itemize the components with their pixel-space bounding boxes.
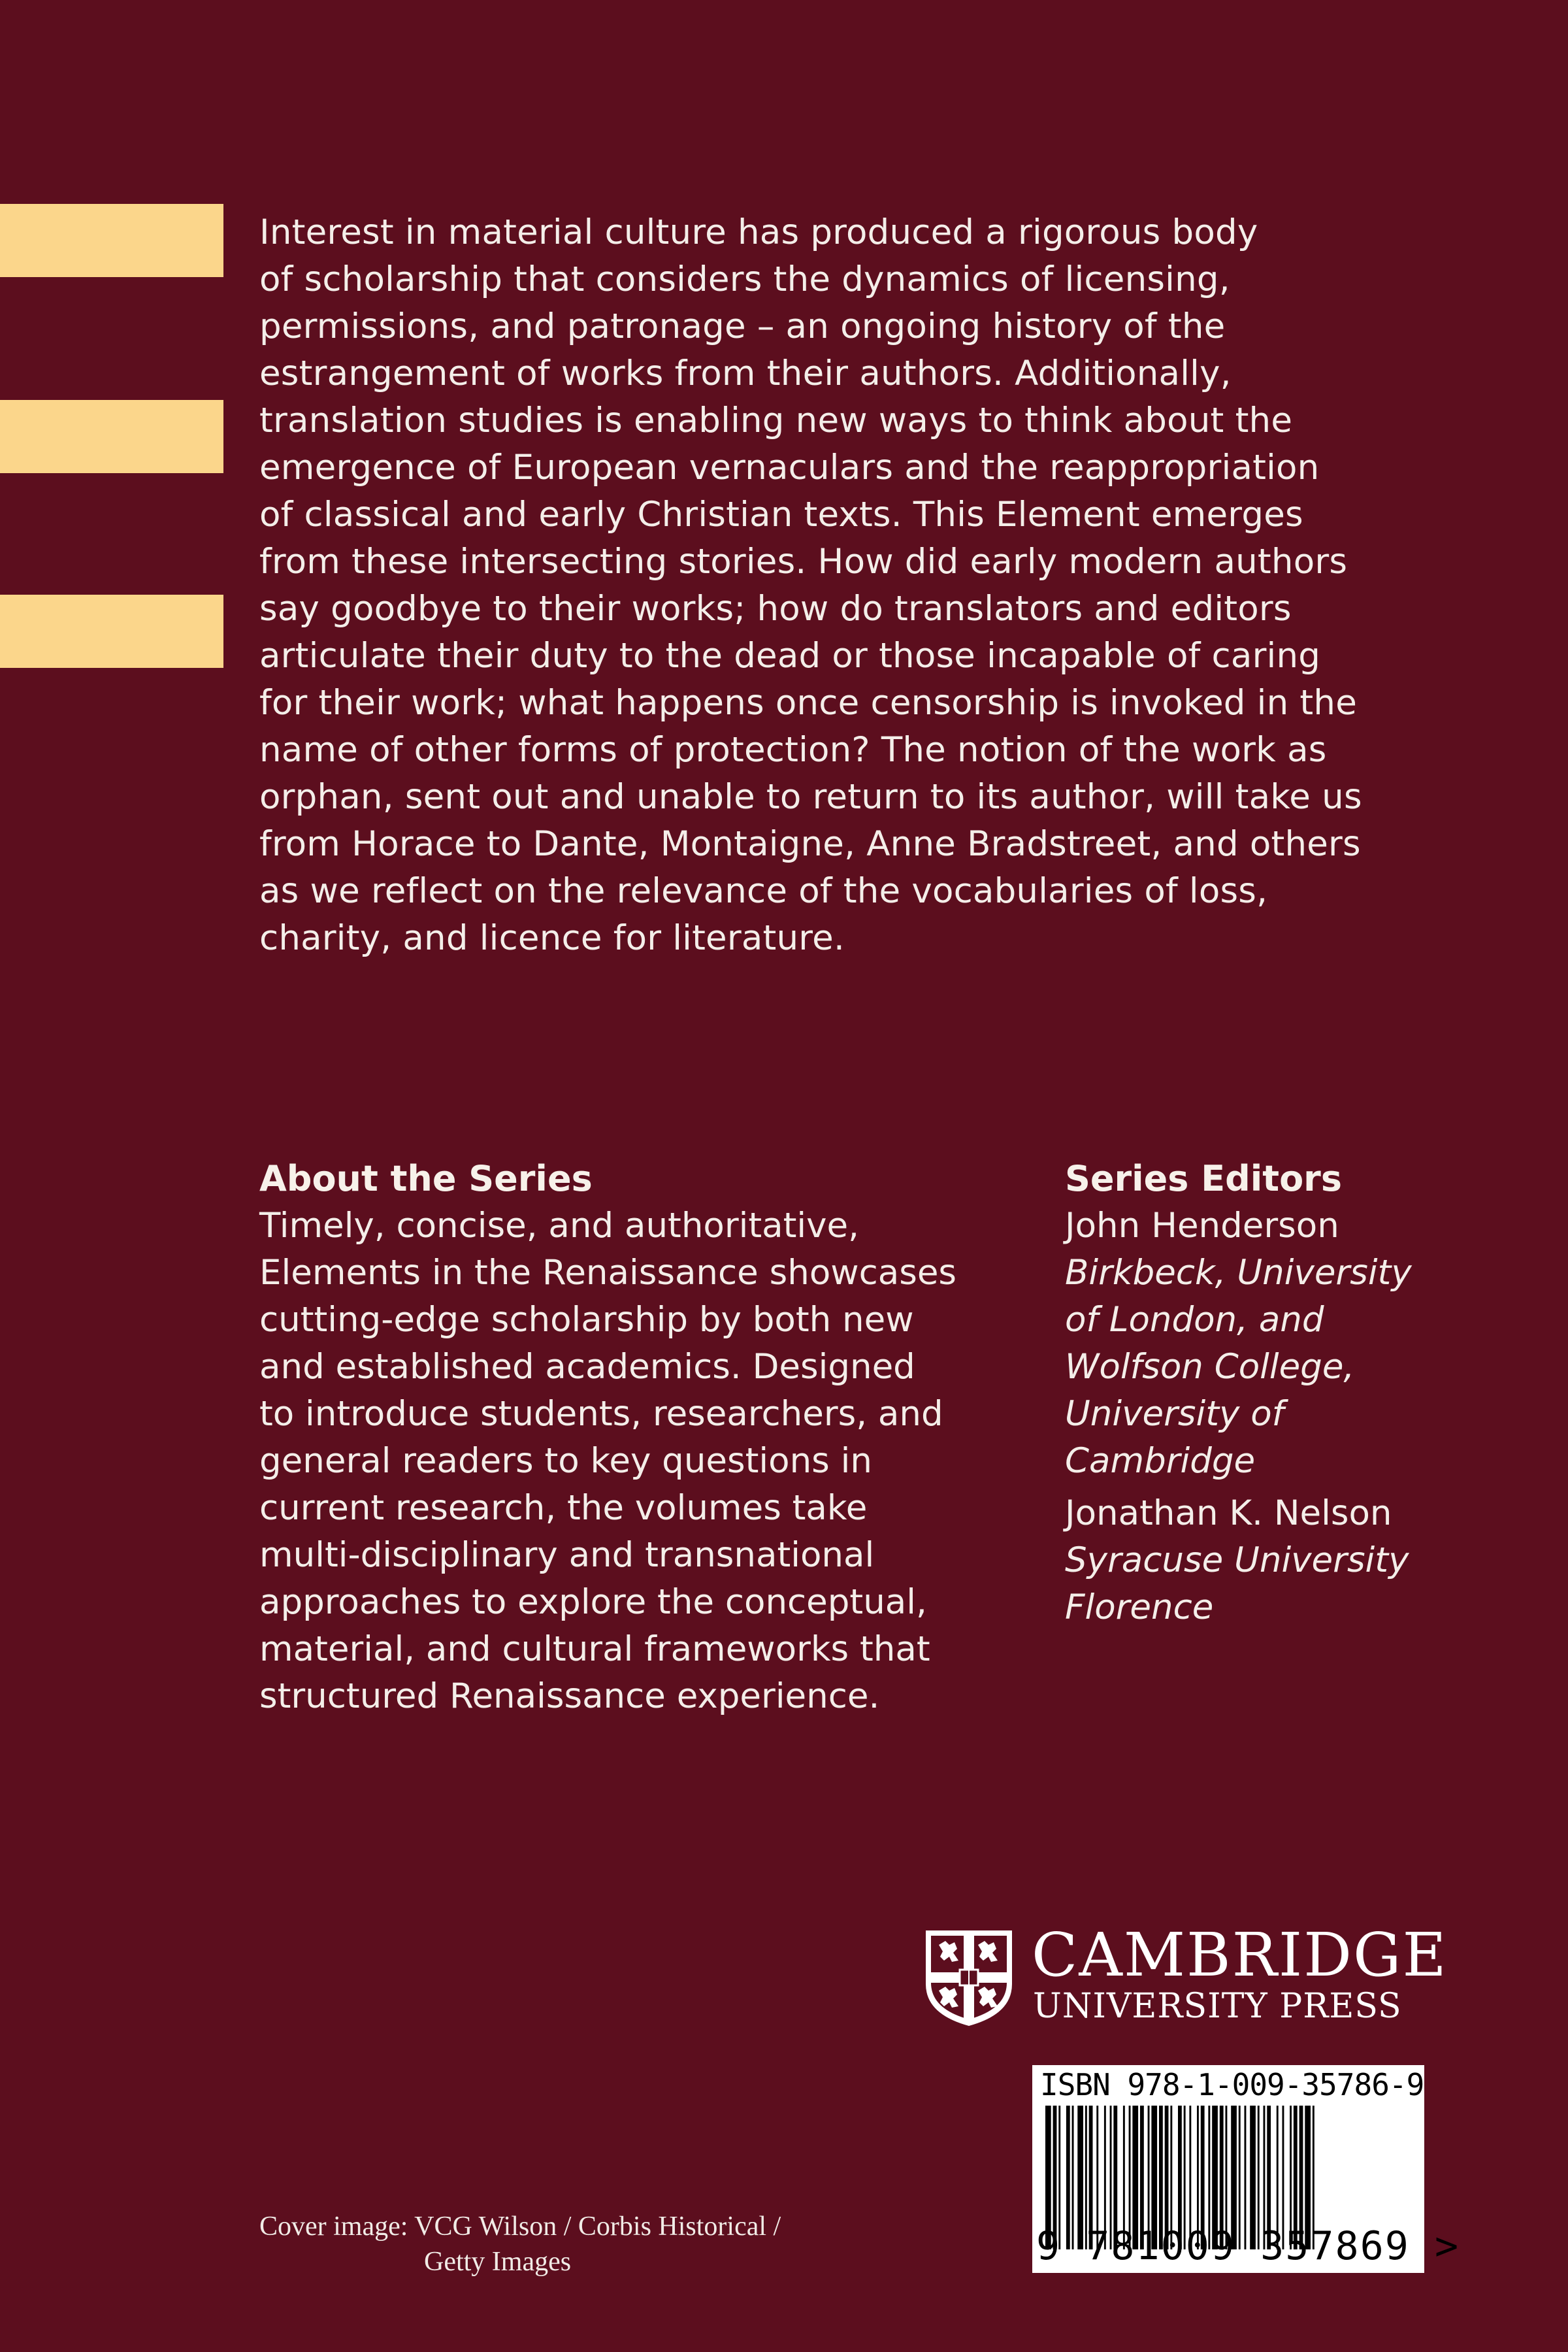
publisher-name: CAMBRIDGE bbox=[1032, 1920, 1448, 1990]
blurb-line: from Horace to Dante, Montaigne, Anne Bradstreet, and others bbox=[259, 824, 1361, 864]
about-line: Timely, concise, and authoritative, bbox=[259, 1206, 859, 1246]
decorative-stripe-1 bbox=[0, 204, 223, 277]
isbn-barcode bbox=[1032, 2065, 1460, 2273]
editor-name: Jonathan K. Nelson bbox=[1065, 1493, 1392, 1533]
editor-name: John Henderson bbox=[1065, 1206, 1339, 1246]
about-line: approaches to explore the conceptual, bbox=[259, 1582, 927, 1622]
editor-entry bbox=[1065, 1202, 1516, 1485]
publisher-logo bbox=[923, 1920, 1448, 2027]
about-line: multi-disciplinary and transnational bbox=[259, 1535, 875, 1575]
about-line: to introduce students, researchers, and bbox=[259, 1394, 943, 1434]
series-editors bbox=[1065, 1155, 1516, 1636]
isbn-label: ISBN 978-1-009-35786-9 bbox=[1040, 2067, 1424, 2102]
barcode-number: 9 781009 357869 > bbox=[1036, 2223, 1460, 2269]
about-line: current research, the volumes take bbox=[259, 1488, 868, 1528]
about-series-heading: About the Series bbox=[259, 1158, 593, 1199]
blurb-line: articulate their duty to the dead or those incapable of caring bbox=[259, 636, 1321, 676]
blurb-line: for their work; what happens once censorship is invoked in the bbox=[259, 683, 1358, 723]
about-line: material, and cultural frameworks that bbox=[259, 1629, 930, 1669]
editor-entry bbox=[1065, 1490, 1516, 1631]
blurb-line: of scholarship that considers the dynamics of licensing, bbox=[259, 259, 1230, 299]
decorative-stripe-3 bbox=[0, 595, 223, 668]
blurb-line: say goodbye to their works; how do translators and editors bbox=[259, 589, 1292, 629]
about-line: cutting-edge scholarship by both new bbox=[259, 1300, 914, 1340]
about-line: Elements in the Renaissance showcases bbox=[259, 1253, 957, 1293]
cover-image-credit bbox=[259, 2209, 913, 2279]
blurb-line: Interest in material culture has produced a rigorous body bbox=[259, 212, 1258, 252]
blurb-line: as we reflect on the relevance of the vocabularies of loss, bbox=[259, 871, 1268, 911]
about-line: structured Renaissance experience. bbox=[259, 1676, 880, 1716]
blurb-line: estrangement of works from their authors. Additionally, bbox=[259, 354, 1232, 393]
about-line: general readers to key questions in bbox=[259, 1441, 872, 1481]
editor-affiliation: Birkbeck, University of London, and Wolfson College, University of Cambridge bbox=[1065, 1253, 1412, 1481]
about-series-text bbox=[259, 1202, 1024, 1720]
blurb-line: emergence of European vernaculars and the reappropriation bbox=[259, 448, 1320, 488]
publisher-subname: UNIVERSITY PRESS bbox=[1033, 1987, 1402, 2026]
blurb-line: from these intersecting stories. How did early modern authors bbox=[259, 542, 1348, 582]
credit-line: Getty Images bbox=[424, 2247, 572, 2277]
blurb-line: name of other forms of protection? The notion of the work as bbox=[259, 730, 1327, 770]
blurb-line: permissions, and patronage – an ongoing history of the bbox=[259, 306, 1226, 346]
editor-affiliation: Syracuse University Florence bbox=[1065, 1540, 1409, 1627]
book-blurb bbox=[259, 209, 1435, 962]
decorative-stripe-2 bbox=[0, 400, 223, 473]
blurb-line: translation studies is enabling new ways to think about the bbox=[259, 401, 1293, 440]
series-editors-heading: Series Editors bbox=[1065, 1158, 1342, 1199]
blurb-line: orphan, sent out and unable to return to its author, will take us bbox=[259, 777, 1362, 817]
credit-line: Cover image: VCG Wilson / Corbis Historical / bbox=[259, 2211, 781, 2242]
about-line: and established academics. Designed bbox=[259, 1347, 915, 1387]
blurb-line: charity, and licence for literature. bbox=[259, 918, 845, 958]
about-the-series bbox=[259, 1155, 1024, 1720]
university-crest-icon bbox=[923, 1928, 1015, 2027]
blurb-line: of classical and early Christian texts. This Element emerges bbox=[259, 495, 1303, 535]
